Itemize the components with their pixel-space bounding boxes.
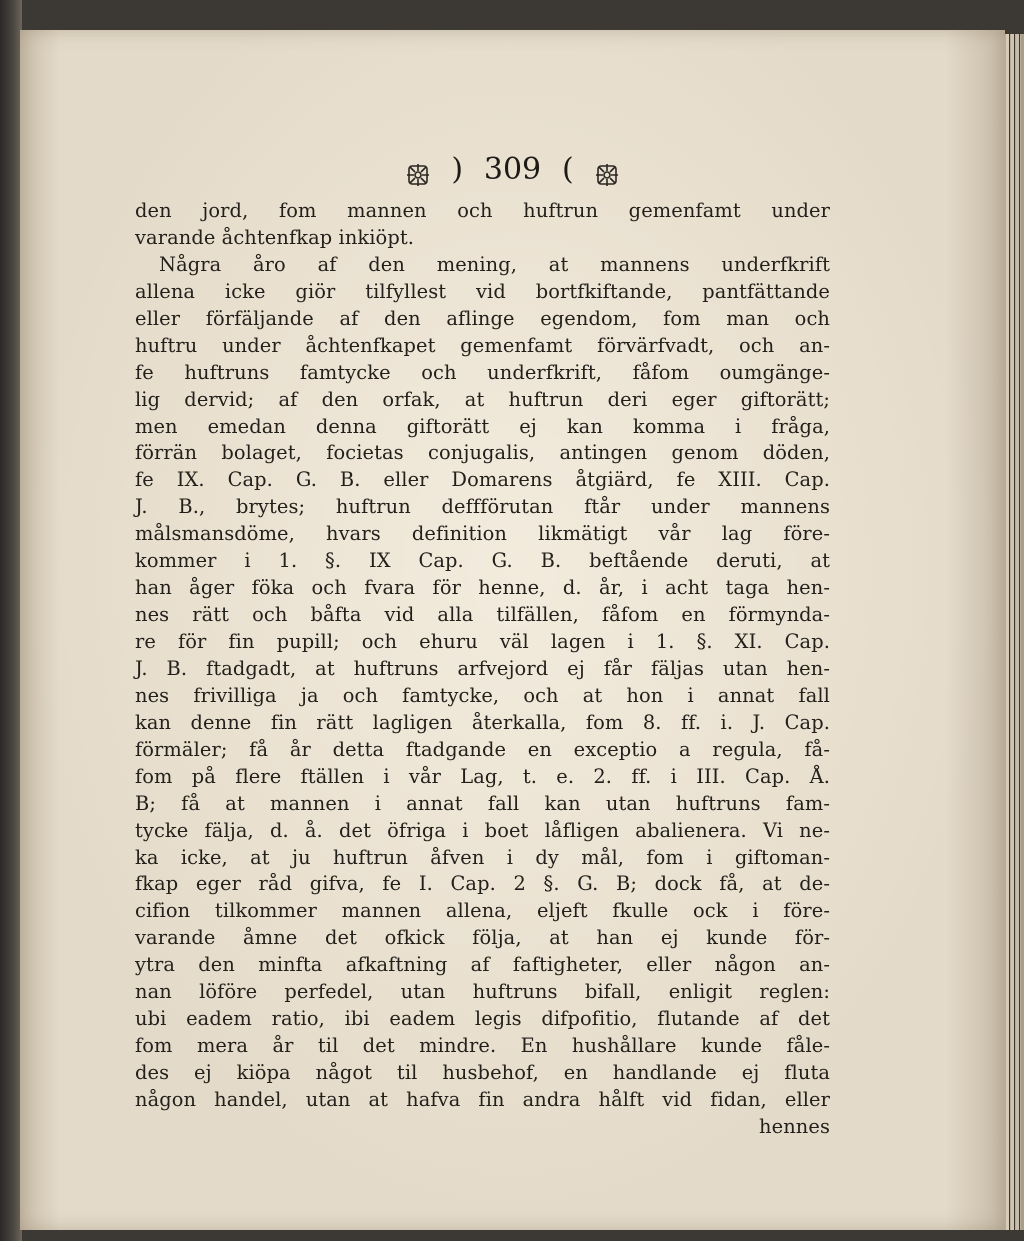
text-line: fkap eger råd gifva, fe I. Cap. 2 §. G. B; dock få, at de- (135, 872, 830, 896)
text-line: den jord, fom mannen och huftrun gemenfamt under (135, 199, 830, 222)
text-line: nan löföre perfedel, utan huftruns bifall, enligit reglen: (135, 980, 830, 1004)
text-line: någon handel, utan at hafva fin andra hålft vid fidan, eller (135, 1087, 830, 1111)
text-line: nes rätt och båfta vid alla tilfällen, fåfom en förmynda- (135, 603, 830, 627)
page-body-text (135, 198, 830, 1141)
page-edge (1015, 34, 1019, 1230)
text-line: förrän bolaget, focietas conjugalis, antingen genom döden, (135, 441, 830, 465)
page-edge (1005, 34, 1009, 1230)
text-line: ytra den minfta afkaftning af faftigheter, eller någon an- (135, 953, 830, 977)
header-left-paren: ) (451, 152, 464, 187)
text-line: ka icke, at ju huftrun åfven i dy mål, fom i giftoman- (135, 845, 830, 869)
text-line: fe huftruns famtycke och underfkrift, fåfom oumgänge- (135, 360, 830, 384)
text-line: men emedan denna giftorätt ej kan komma i fråga, (135, 414, 830, 438)
text-line: huftru under åchtenfkapet gemenfamt förvärfvadt, och an- (135, 333, 830, 357)
bleed-through-smudge (580, 1140, 710, 1170)
text-line: kan denne fin rätt lagligen återkalla, fom 8. ff. i. J. Cap. (135, 710, 830, 734)
text-line: målsmansdöme, hvars definition likmätigt vår lag före- (135, 522, 830, 546)
text-line: fom mera år til det mindre. En hushållare kunde fåle- (135, 1034, 830, 1058)
text-line: kommer i 1. §. IX Cap. G. B. beftående deruti, at (135, 549, 830, 573)
text-line: varande åchtenfkap inkiöpt. (135, 225, 414, 249)
text-line: lig dervid; af den orfak, at huftrun deri eger giftorätt; (135, 387, 830, 411)
page-edge (1010, 34, 1014, 1230)
text-line: B; få at mannen i annat fall kan utan huftruns fam- (135, 791, 830, 815)
header-right-paren: ( (561, 152, 574, 187)
text-line: varande åmne det ofkick följa, at han ej kunde för- (135, 926, 830, 950)
text-line: han åger föka och fvara för henne, d. år, i acht taga hen- (135, 576, 830, 600)
book-page (20, 30, 1005, 1230)
text-line: allena icke giör tilfyllest vid bortfkiftande, pantfättande (135, 279, 830, 303)
text-line: cifion tilkommer mannen allena, eljeft fkulle ock i före- (135, 899, 830, 923)
text-line: fom på flere ftällen i vår Lag, t. e. 2. ff. i III. Cap. Å. (135, 764, 830, 788)
page-edge (1020, 34, 1024, 1230)
text-line: förmäler; få år detta ftadgande en exceptio a regula, få- (135, 737, 830, 761)
text-line: eller förfäljande af den aflinge egendom, fom man och (135, 306, 830, 330)
text-line: J. B. ftadgadt, at huftruns arfvejord ej får fäljas utan hen- (135, 656, 830, 680)
text-line: nes frivilliga ja och famtycke, och at hon i annat fall (135, 683, 830, 707)
catchword: hennes (759, 1114, 830, 1138)
floral-ornament-icon (594, 157, 620, 183)
text-line: fe IX. Cap. G. B. eller Domarens åtgiärd, fe XIII. Cap. (135, 468, 830, 492)
page-number: 309 (483, 152, 542, 187)
text-line: des ej kiöpa något til husbehof, en handlande ej fluta (135, 1061, 830, 1084)
floral-ornament-icon (405, 157, 431, 183)
book-gutter-shadow (0, 0, 22, 1241)
text-line: re för fin pupill; och ehuru väl lagen i 1. §. XI. Cap. (135, 630, 830, 653)
text-line: ubi eadem ratio, ibi eadem legis difpofitio, flutande af det (135, 1007, 830, 1031)
page-header (20, 148, 1005, 190)
text-line: J. B., brytes; huftrun deffförutan ftår under mannens (135, 495, 830, 519)
text-line: tycke fälja, d. å. det öfriga i boet låfligen abalienera. Vi ne- (135, 818, 830, 842)
text-line: Några åro af den mening, at mannens underfkrift (159, 252, 830, 276)
